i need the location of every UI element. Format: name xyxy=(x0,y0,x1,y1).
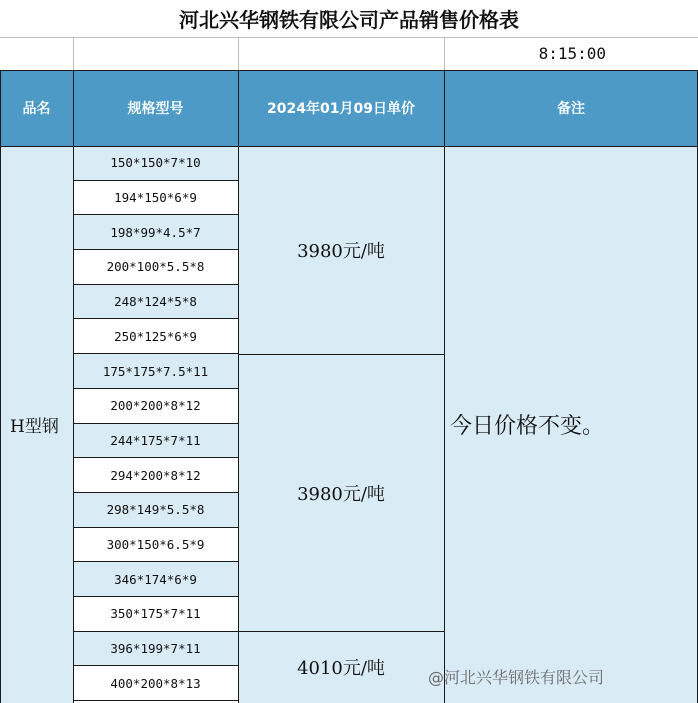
grid-line xyxy=(444,37,445,70)
grid-line xyxy=(0,37,698,38)
price-group-3[interactable]: 4010元/吨 xyxy=(238,631,444,703)
spec-cell[interactable]: 200*200*8*12 xyxy=(73,389,238,424)
spec-cell[interactable]: 248*124*5*8 xyxy=(73,285,238,320)
border-line xyxy=(238,631,444,632)
spec-cell[interactable]: 396*199*7*11 xyxy=(73,632,238,667)
header-spec[interactable]: 规格型号 xyxy=(73,70,238,146)
note-cell[interactable]: 今日价格不变。 xyxy=(444,146,698,703)
blank-cell-c[interactable] xyxy=(238,37,444,70)
spec-cell[interactable]: 200*100*5.5*8 xyxy=(73,250,238,285)
grid-line xyxy=(73,37,74,70)
sheet-title: 河北兴华钢铁有限公司产品销售价格表 xyxy=(0,0,698,37)
spec-cell[interactable]: 400*200*8*13 xyxy=(73,667,238,702)
price-group-1[interactable]: 3980元/吨 xyxy=(238,146,444,354)
spec-cell[interactable]: 346*174*6*9 xyxy=(73,562,238,597)
spec-cell[interactable]: 150*150*7*10 xyxy=(73,146,238,181)
header-price[interactable]: 2024年01月09日单价 xyxy=(238,70,444,146)
watermark-text: @河北兴华钢铁有限公司 xyxy=(428,668,605,687)
spec-cell[interactable]: 175*175*7.5*11 xyxy=(73,354,238,389)
spec-cell[interactable]: 350*175*7*11 xyxy=(73,597,238,632)
border-line xyxy=(238,354,444,355)
spec-cell[interactable]: 198*99*4.5*7 xyxy=(73,215,238,250)
border-line xyxy=(0,70,698,71)
grid-line xyxy=(238,37,239,70)
border-line xyxy=(73,70,74,703)
spec-cell[interactable]: 244*175*7*11 xyxy=(73,424,238,459)
product-name-cell[interactable]: H型钢 xyxy=(0,146,73,703)
blank-cell-b[interactable] xyxy=(73,37,238,70)
blank-cell-a[interactable] xyxy=(0,37,73,70)
border-line xyxy=(238,70,239,703)
spec-cell[interactable]: 294*200*8*12 xyxy=(73,458,238,493)
header-name[interactable]: 品名 xyxy=(0,70,73,146)
border-line xyxy=(0,146,698,147)
time-cell[interactable]: 8:15:00 xyxy=(444,37,698,70)
price-group-2[interactable]: 3980元/吨 xyxy=(238,354,444,631)
spec-cell[interactable]: 250*125*6*9 xyxy=(73,320,238,355)
border-line xyxy=(444,70,445,703)
spec-cell[interactable]: 194*150*6*9 xyxy=(73,181,238,216)
spec-cell[interactable]: 300*150*6.5*9 xyxy=(73,528,238,563)
border-line xyxy=(0,70,1,703)
spec-cell[interactable]: 298*149*5.5*8 xyxy=(73,493,238,528)
header-note[interactable]: 备注 xyxy=(444,70,698,146)
